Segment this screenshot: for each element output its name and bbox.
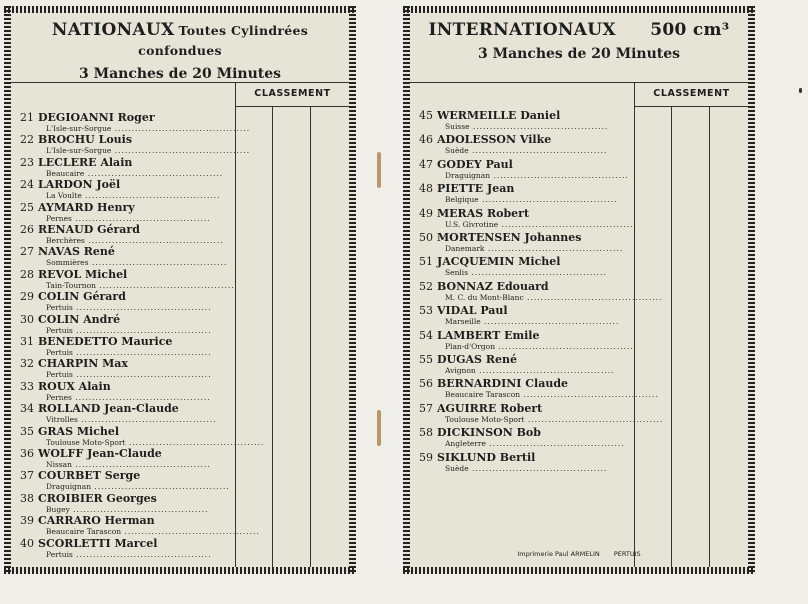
staple bbox=[377, 410, 381, 446]
rider-club: Beaucaire Tarascon bbox=[445, 390, 521, 400]
heat-column-divider bbox=[671, 106, 672, 567]
rider-club: Berchères bbox=[46, 236, 85, 245]
rider-name: DUGAS René bbox=[437, 353, 517, 366]
rider-entry bbox=[419, 305, 635, 326]
border-right bbox=[748, 6, 755, 574]
rider-entry bbox=[419, 279, 663, 302]
rider-name: SIKLUND Bertil bbox=[437, 450, 536, 464]
rider-name: MERAS Robert bbox=[437, 206, 530, 220]
rider-club: Beaucaire bbox=[46, 168, 85, 178]
rider-entry bbox=[20, 111, 251, 133]
leader-dots: ........................................ bbox=[91, 482, 230, 492]
heats-info: 3 Manches de 20 Minutes bbox=[477, 46, 681, 62]
rider-entry bbox=[20, 336, 236, 357]
rider-number: 54 bbox=[419, 328, 433, 342]
rider-entry bbox=[419, 110, 635, 131]
leader-dots: ........................................ bbox=[111, 124, 251, 133]
rider-club: Suisse bbox=[445, 122, 470, 131]
leader-dots: ........................................ bbox=[524, 414, 664, 424]
rider-name: JACQUEMIN Michel bbox=[437, 255, 561, 269]
rider-entry bbox=[419, 401, 664, 424]
leader-dots: ........................................ bbox=[72, 370, 212, 380]
rider-club: Senlis bbox=[445, 268, 469, 278]
rider-name: ADOLESSON Vilke bbox=[437, 133, 552, 147]
leader-dots: ........................................ bbox=[498, 219, 637, 229]
rider-name: CROIBIER Georges bbox=[38, 491, 157, 505]
rider-club: Toulouse Moto-Sport bbox=[445, 414, 525, 424]
rider-name: ROLLAND Jean-Claude bbox=[38, 402, 179, 416]
leader-dots: ........................................ bbox=[111, 146, 251, 156]
leader-dots: ........................................ bbox=[478, 195, 618, 205]
rider-entry bbox=[419, 208, 635, 229]
leader-dots: ........................................ bbox=[72, 549, 212, 559]
rider-club: Danemark bbox=[445, 244, 485, 253]
rider-number: 29 bbox=[20, 290, 34, 304]
rider-number: 31 bbox=[20, 335, 34, 348]
printer-name: Imprimerie Paul ARMELIN bbox=[517, 550, 600, 558]
rider-number: 38 bbox=[20, 491, 34, 505]
rider-name: MORTENSEN Johannes bbox=[437, 231, 582, 244]
rider-name: CHARPIN Max bbox=[38, 357, 128, 371]
rider-number: 36 bbox=[20, 447, 34, 460]
category-title: INTERNATIONAUX bbox=[428, 20, 616, 40]
rider-entry bbox=[419, 134, 635, 155]
leader-dots: ........................................ bbox=[81, 191, 221, 201]
leader-dots: ........................................ bbox=[77, 415, 217, 425]
rider-name: RENAUD Gérard bbox=[38, 223, 140, 236]
rider-name: NAVAS René bbox=[38, 245, 115, 259]
rider-name: COLIN Gérard bbox=[38, 290, 126, 304]
rider-entry bbox=[20, 246, 236, 267]
leader-dots: ........................................ bbox=[520, 390, 659, 400]
leader-dots: ........................................ bbox=[95, 280, 235, 290]
rider-number: 33 bbox=[20, 379, 34, 393]
rider-number: 51 bbox=[419, 255, 433, 269]
rider-club: Toulouse Moto-Sport bbox=[46, 437, 126, 447]
rider-number: 21 bbox=[20, 111, 34, 124]
classement-header: CLASSEMENT bbox=[653, 88, 730, 99]
leader-dots: ........................................ bbox=[84, 236, 224, 245]
rider-club: Angleterre bbox=[445, 439, 486, 449]
rider-club: Draguignan bbox=[445, 170, 491, 180]
rider-number: 45 bbox=[419, 109, 433, 122]
rider-club: Tain-Tournon bbox=[46, 280, 96, 290]
border-left bbox=[4, 6, 11, 574]
rider-number: 39 bbox=[20, 514, 34, 528]
rider-entry bbox=[419, 183, 635, 204]
rider-club: Pertuis bbox=[46, 325, 73, 335]
rider-entry bbox=[419, 232, 635, 253]
rider-name: REVOL Michel bbox=[38, 267, 128, 281]
leader-dots: ........................................ bbox=[71, 213, 211, 223]
border-right bbox=[349, 6, 356, 574]
rider-number: 59 bbox=[419, 450, 433, 464]
rider-name: BROCHU Louis bbox=[38, 133, 133, 147]
heat-column-divider bbox=[709, 106, 710, 567]
rider-entry bbox=[419, 256, 635, 277]
rider-number: 25 bbox=[20, 200, 34, 214]
ink-mark bbox=[799, 88, 802, 93]
leader-dots: ........................................ bbox=[121, 527, 260, 537]
rider-name: ROUX Alain bbox=[38, 379, 111, 393]
leader-dots: ........................................ bbox=[523, 292, 663, 302]
leader-dots: ........................................ bbox=[485, 439, 625, 449]
rider-club: U.S. Givrotine bbox=[445, 219, 499, 229]
rider-club: Beaucaire Tarascon bbox=[46, 527, 122, 537]
rider-number: 52 bbox=[419, 279, 433, 293]
rider-entry bbox=[419, 377, 659, 400]
rider-entry bbox=[20, 157, 236, 178]
rider-number: 27 bbox=[20, 245, 34, 259]
right-page bbox=[403, 6, 755, 574]
leader-dots: ........................................ bbox=[468, 268, 607, 278]
rider-name: BENEDETTO Maurice bbox=[38, 335, 173, 348]
classement-column bbox=[235, 82, 349, 567]
rider-name: WERMEILLE Daniel bbox=[437, 109, 561, 122]
rider-entry bbox=[20, 403, 236, 424]
rider-number: 35 bbox=[20, 424, 34, 438]
rider-entry bbox=[419, 427, 635, 448]
rider-number: 55 bbox=[419, 353, 433, 366]
rider-name: SCORLETTI Marcel bbox=[38, 536, 158, 550]
leader-dots: ........................................ bbox=[72, 348, 212, 357]
rider-entry bbox=[20, 224, 236, 245]
rider-name: AGUIRRE Robert bbox=[437, 401, 543, 415]
border-left bbox=[403, 6, 410, 574]
rider-name: GRAS Michel bbox=[38, 424, 120, 438]
category-title: NATIONAUX bbox=[51, 20, 175, 40]
right-heading bbox=[411, 20, 747, 62]
heats-info: 3 Manches de 20 Minutes bbox=[78, 66, 282, 82]
rider-number: 24 bbox=[20, 178, 34, 192]
rider-name: BONNAZ Edouard bbox=[437, 279, 549, 293]
rider-name: GODEY Paul bbox=[437, 157, 513, 171]
rider-number: 32 bbox=[20, 357, 34, 371]
rider-club: Bugey bbox=[46, 504, 70, 514]
left-heading bbox=[12, 20, 348, 82]
rider-number: 48 bbox=[419, 182, 433, 196]
rider-entry bbox=[20, 448, 236, 469]
classement-header: CLASSEMENT bbox=[254, 88, 331, 99]
rider-entry bbox=[20, 493, 236, 514]
rider-number: 46 bbox=[419, 133, 433, 147]
rider-club: Vitrolles bbox=[46, 415, 78, 425]
rider-name: LAMBERT Emile bbox=[437, 328, 540, 342]
rider-name: DICKINSON Bob bbox=[437, 426, 541, 440]
rider-name: BERNARDINI Claude bbox=[437, 377, 569, 391]
rider-number: 28 bbox=[20, 267, 34, 281]
leader-dots: ........................................ bbox=[88, 258, 228, 268]
rider-entry bbox=[419, 452, 635, 473]
leader-dots: ........................................ bbox=[468, 146, 608, 156]
border-bottom bbox=[4, 567, 356, 574]
rider-name: COLIN André bbox=[38, 312, 121, 326]
rider-number: 53 bbox=[419, 304, 433, 318]
leader-dots: ........................................ bbox=[84, 168, 224, 178]
heat-column-divider bbox=[310, 106, 311, 567]
rider-club: Pernes bbox=[46, 392, 72, 402]
rider-name: PIETTE Jean bbox=[437, 182, 515, 196]
classement-column bbox=[634, 82, 748, 567]
rider-club: Marseille bbox=[445, 317, 481, 327]
rider-entry bbox=[20, 538, 236, 559]
printer-town: PERTUIS bbox=[613, 550, 641, 558]
rider-entry bbox=[419, 354, 635, 375]
rider-entry bbox=[20, 424, 265, 447]
rider-club: Pertuis bbox=[46, 303, 73, 313]
rider-club: Pertuis bbox=[46, 370, 73, 380]
rider-club: Pertuis bbox=[46, 348, 73, 357]
rider-entry bbox=[419, 330, 635, 351]
staple bbox=[377, 152, 381, 188]
rider-club: Nissan bbox=[46, 460, 72, 469]
rider-number: 57 bbox=[419, 401, 433, 415]
rider-name: WOLFF Jean-Claude bbox=[38, 447, 162, 460]
rider-name: DEGIOANNI Roger bbox=[38, 111, 155, 124]
leader-dots: ........................................ bbox=[71, 460, 211, 469]
rider-club: L'Isle-sur-Sorgue bbox=[46, 124, 112, 133]
rider-entry bbox=[20, 202, 236, 223]
leader-dots: ........................................ bbox=[71, 392, 211, 402]
rider-club: Sommières bbox=[46, 258, 89, 268]
rider-club: La Voulte bbox=[46, 191, 82, 201]
rider-number: 37 bbox=[20, 469, 34, 483]
rider-name: VIDAL Paul bbox=[437, 304, 508, 318]
border-bottom bbox=[403, 567, 755, 574]
leader-dots: ........................................ bbox=[480, 317, 620, 327]
rider-number: 23 bbox=[20, 155, 34, 169]
rider-number: 22 bbox=[20, 133, 34, 147]
rider-name: LECLERE Alain bbox=[38, 155, 133, 169]
rider-club: Suède bbox=[445, 146, 469, 156]
border-top bbox=[4, 6, 356, 13]
rider-number: 47 bbox=[419, 157, 433, 171]
leader-dots: ........................................ bbox=[72, 303, 212, 313]
rider-number: 30 bbox=[20, 312, 34, 326]
heat-column-divider bbox=[272, 106, 273, 567]
rider-entry bbox=[20, 269, 236, 290]
leader-dots: ........................................ bbox=[72, 325, 212, 335]
rider-entry bbox=[20, 381, 236, 402]
rider-entry bbox=[20, 514, 260, 537]
leader-dots: ........................................ bbox=[495, 341, 634, 351]
rider-name: LARDON Joël bbox=[38, 178, 121, 192]
rider-name: CARRARO Herman bbox=[38, 514, 155, 528]
rider-number: 49 bbox=[419, 206, 433, 220]
rider-number: 26 bbox=[20, 223, 34, 236]
rider-name: COURBET Serge bbox=[38, 469, 141, 483]
leader-dots: ........................................ bbox=[468, 463, 608, 473]
rider-number: 50 bbox=[419, 231, 433, 244]
rider-club: Draguignan bbox=[46, 482, 92, 492]
rider-number: 34 bbox=[20, 402, 34, 416]
rider-number: 56 bbox=[419, 377, 433, 391]
rider-club: Plan-d'Orgon bbox=[445, 341, 496, 351]
rider-entry bbox=[20, 133, 251, 156]
rider-number: 40 bbox=[20, 536, 34, 550]
rider-entry bbox=[20, 358, 236, 379]
leader-dots: ........................................ bbox=[475, 366, 615, 375]
rider-club: Suède bbox=[445, 463, 469, 473]
leader-dots: ........................................ bbox=[125, 437, 265, 447]
rider-entry bbox=[20, 179, 236, 200]
leader-dots: ........................................ bbox=[69, 504, 209, 514]
rider-club: L'Isle-sur-Sorgue bbox=[46, 146, 112, 156]
rider-club: Belgique bbox=[445, 195, 479, 205]
border-top bbox=[403, 6, 755, 13]
rider-club: Avignon bbox=[445, 366, 476, 375]
rider-club: Pernes bbox=[46, 213, 72, 223]
rider-entry bbox=[20, 470, 236, 491]
left-page bbox=[4, 6, 356, 574]
leader-dots: ........................................ bbox=[469, 122, 609, 131]
leader-dots: ........................................ bbox=[484, 244, 624, 253]
rider-entry bbox=[419, 159, 635, 180]
category-subtitle: 500 cm³ bbox=[650, 20, 730, 40]
leader-dots: ........................................ bbox=[490, 170, 629, 180]
rider-club: Pertuis bbox=[46, 549, 73, 559]
rider-entry bbox=[20, 291, 236, 312]
printer-credit bbox=[403, 550, 755, 558]
category-subtitle: Toutes Cylindrées confondues bbox=[138, 23, 309, 58]
rider-number: 58 bbox=[419, 426, 433, 440]
rider-club: M. C. du Mont-Blanc bbox=[445, 292, 524, 302]
rider-name: AYMARD Henry bbox=[38, 200, 135, 214]
rider-entry bbox=[20, 314, 236, 335]
